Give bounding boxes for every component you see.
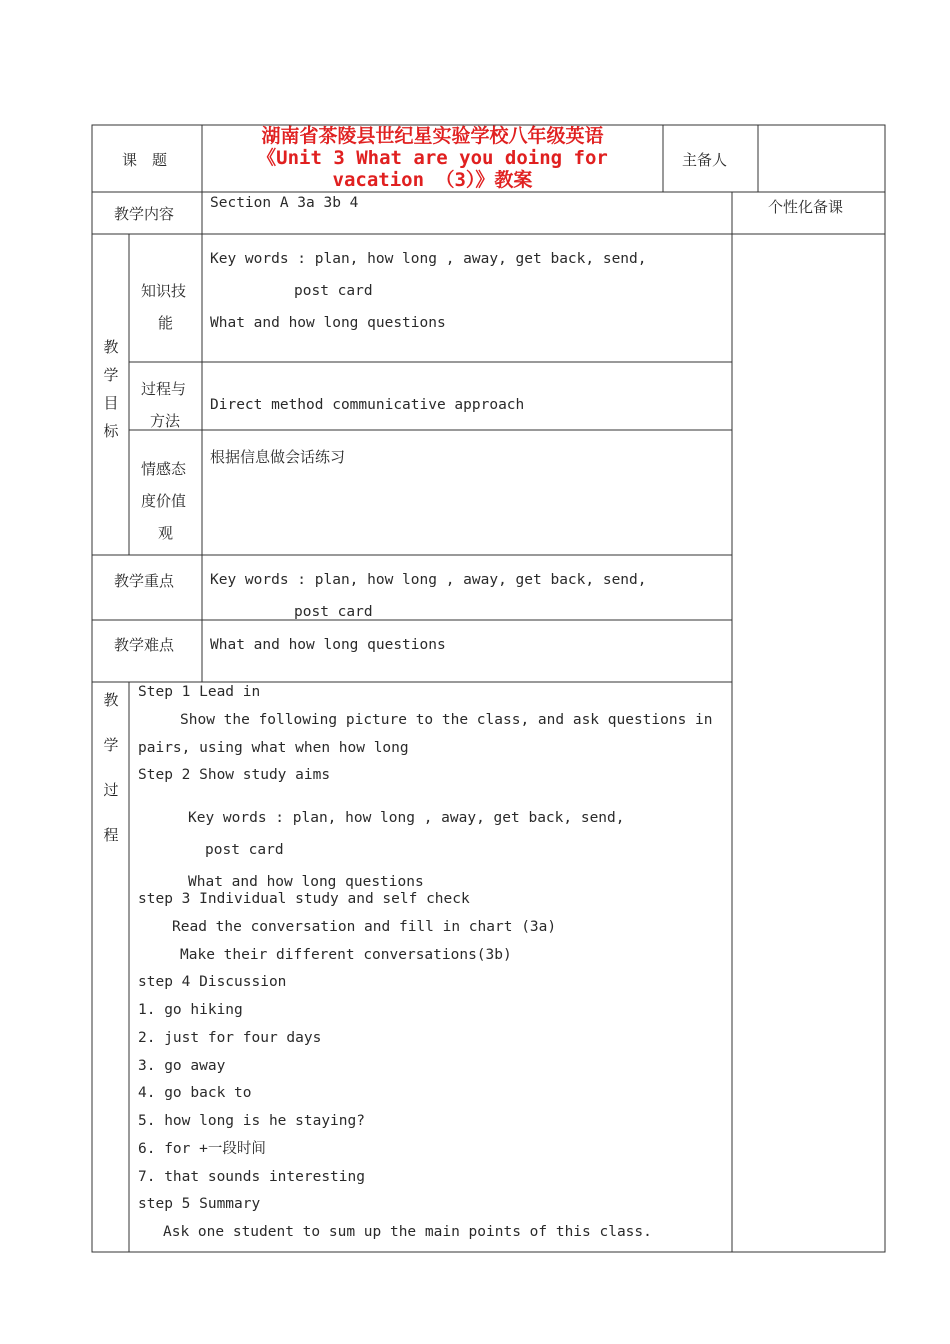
knowledge-line-3: What and how long questions: [210, 315, 446, 331]
procedure-char-2: 学: [103, 736, 119, 754]
procedure-line: Key words : plan, how long , away, get back, send,: [188, 810, 625, 826]
procedure-line: Ask one student to sum up the main points of this class.: [163, 1224, 652, 1240]
procedure-line: pairs, using what when how long: [138, 740, 409, 756]
content-value: Section A 3a 3b 4: [210, 195, 359, 211]
emotion-label-2: 度价值: [141, 492, 187, 510]
emotion-value: 根据信息做会话练习: [210, 448, 346, 466]
key-points-line-1: Key words : plan, how long , away, get back, send,: [210, 572, 647, 588]
knowledge-line-1: Key words : plan, how long , away, get back, send,: [210, 251, 647, 267]
objectives-group-label: [101, 333, 121, 445]
procedure-line: step 3 Individual study and self check: [138, 891, 470, 907]
procedure-line: post card: [205, 842, 284, 858]
topic-label: 课 题: [122, 151, 168, 169]
procedure-char-3: 过: [103, 781, 119, 799]
procedure-line: Make their different conversations(3b): [180, 947, 512, 963]
objectives-char-3: 目: [103, 394, 119, 412]
procedure-line: What and how long questions: [188, 874, 424, 890]
knowledge-label-1: 知识技: [141, 282, 187, 300]
emotion-label-3: 观: [158, 524, 174, 542]
procedure-line: 4. go back to: [138, 1085, 252, 1101]
content-label: 教学内容: [114, 205, 175, 223]
process-label-1: 过程与: [141, 380, 187, 398]
process-value: Direct method communicative approach: [210, 397, 525, 413]
procedure-line: 7. that sounds interesting: [138, 1169, 365, 1185]
procedure-line: Step 1 Lead in: [138, 684, 261, 700]
difficult-points-value: What and how long questions: [210, 637, 446, 653]
lesson-title: [205, 125, 660, 191]
difficult-points-label: 教学难点: [114, 636, 175, 654]
procedure-line: Step 2 Show study aims: [138, 767, 331, 783]
emotion-label-1: 情感态: [141, 460, 187, 478]
procedure-line: 5. how long is he staying?: [138, 1113, 365, 1129]
objectives-char-1: 教: [103, 338, 119, 356]
procedure-line: Read the conversation and fill in chart (3a): [172, 919, 557, 935]
objectives-char-2: 学: [103, 366, 119, 384]
procedure-line: Show the following picture to the class, and ask questions in: [180, 712, 713, 728]
procedure-line: step 4 Discussion: [138, 974, 287, 990]
objectives-char-4: 标: [103, 422, 119, 440]
key-points-label: 教学重点: [114, 572, 175, 590]
procedure-group-label: [101, 678, 121, 858]
knowledge-line-2: post card: [294, 283, 373, 299]
procedure-char-1: 教: [103, 691, 119, 709]
procedure-line: step 5 Summary: [138, 1196, 261, 1212]
procedure-line: 6. for +一段时间: [138, 1141, 266, 1157]
procedure-line: 2. just for four days: [138, 1030, 322, 1046]
procedure-char-4: 程: [103, 826, 119, 844]
knowledge-label-2: 能: [158, 314, 174, 332]
procedure-line: 1. go hiking: [138, 1002, 243, 1018]
key-points-line-2: post card: [294, 604, 373, 620]
title-line-1: 湖南省茶陵县世纪星实验学校八年级英语: [261, 125, 604, 147]
title-line-3: vacation （3）》教案: [332, 169, 533, 191]
title-line-2: 《Unit 3 What are you doing for: [257, 147, 608, 169]
preparer-label: 主备人: [682, 151, 728, 169]
procedure-line: 3. go away: [138, 1058, 226, 1074]
personal-prep-label: 个性化备课: [768, 198, 844, 216]
process-label-2: 方法: [150, 412, 181, 430]
